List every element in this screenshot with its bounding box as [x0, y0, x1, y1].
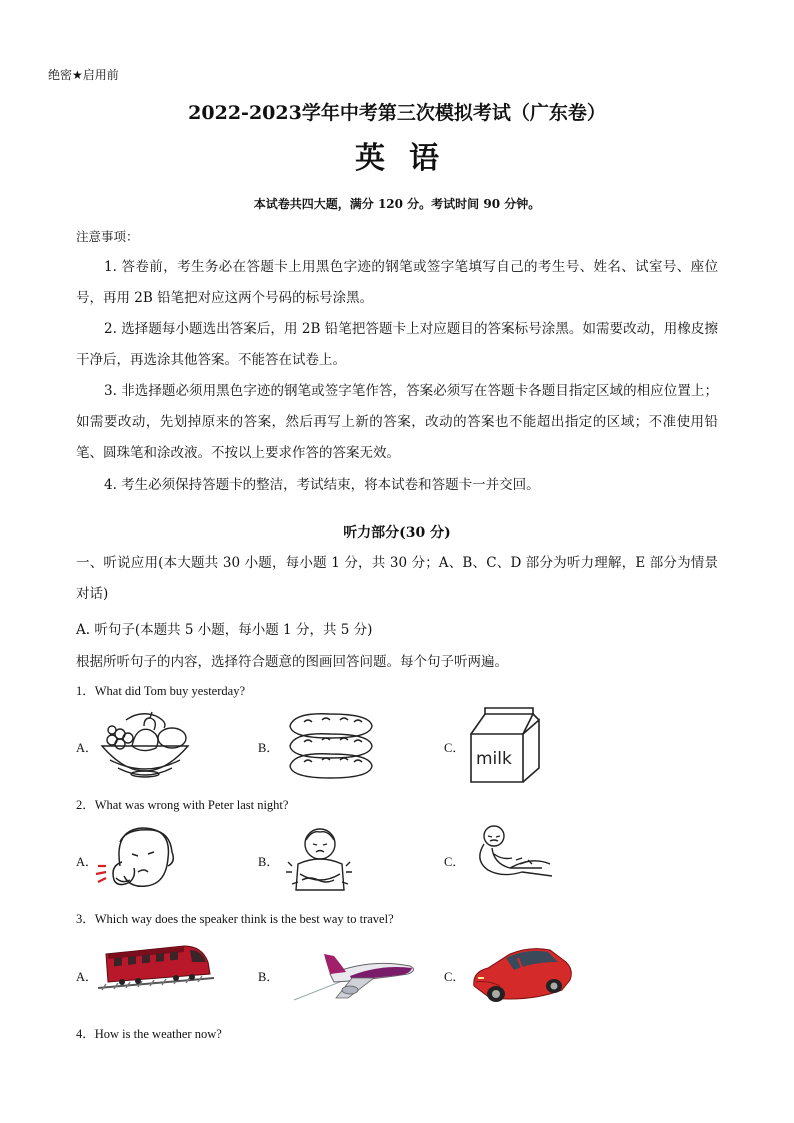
toothache-icon: [96, 822, 188, 892]
q2-option-a[interactable]: A．: [76, 855, 98, 869]
part-a-instruction: 根据所听句子的内容，选择符合题意的图画回答问题。每个句子听两遍。: [76, 654, 508, 670]
q3-option-a[interactable]: A．: [76, 970, 98, 984]
milk-carton-icon: [467, 706, 543, 784]
confidential-mark: 绝密★启用前: [48, 68, 119, 82]
notice-item-1: 1. 答卷前，考生务必在答题卡上用黑色字迹的钢笔或签字笔填写自己的考生号、姓名、试室号、座位号，再用 2B 铅笔把对应这两个号码的标号涂黑。: [76, 259, 718, 306]
train-icon: [98, 940, 214, 992]
q1-option-a[interactable]: A．: [76, 741, 98, 755]
q3-option-b[interactable]: B．: [258, 970, 279, 984]
question-2: 2．What was wrong with Peter last night?: [76, 798, 289, 812]
question-4: 4．How is the weather now?: [76, 1027, 222, 1041]
exam-info: 本试卷共四大题，满分 120 分。考试时间 90 分钟。: [253, 197, 541, 211]
part-a-heading: A. 听句子(本题共 5 小题，每小题 1 分，共 5 分): [76, 622, 373, 638]
q1-option-c[interactable]: C．: [444, 741, 465, 755]
notice-heading: 注意事项：: [76, 229, 139, 244]
listening-section-title: 听力部分(30 分): [343, 525, 451, 541]
notice-item-4: 4. 考生必须保持答题卡的整洁，考试结束，将本试卷和答题卡一并交回。: [104, 477, 540, 493]
q2-option-c[interactable]: C．: [444, 855, 465, 869]
bread-loaves-icon: [284, 710, 376, 782]
q3-option-c[interactable]: C．: [444, 970, 465, 984]
airplane-icon: [290, 948, 418, 1004]
part-one-instruction: 一、听说应用(本大题共 30 小题，每小题 1 分，共 30 分；A、B、C、D 部分为听力理解，E 部分为情景对话): [76, 555, 718, 602]
exam-title: 2022-2023学年中考第三次模拟考试（广东卷）: [188, 102, 606, 124]
car-icon: [470, 940, 574, 1006]
notice-item-3: 3. 非选择题必须用黑色字迹的钢笔或签字笔作答，答案必须写在答题卡各题目指定区域的相应位置上；如需要改动，先划掉原来的答案，然后再写上新的答案，改动的答案也不能超出指定的区域；不准使用铅笔、圆珠笔和涂改液。不按以上要求作答的答案无效。: [76, 383, 718, 461]
subject-title: 英语: [355, 141, 463, 176]
stomachache-icon: [472, 824, 554, 886]
milk-label: milk: [476, 749, 512, 769]
fruit-bowl-icon: [98, 708, 192, 778]
q2-option-b[interactable]: B．: [258, 855, 279, 869]
cold-shivering-icon: [282, 824, 358, 896]
notice-item-2: 2. 选择题每小题选出答案后，用 2B 铅笔把答题卡上对应题目的答案标号涂黑。如需要改动，用橡皮擦干净后，再选涂其他答案。不能答在试卷上。: [76, 321, 718, 368]
question-1: 1．What did Tom buy yesterday?: [76, 684, 245, 698]
question-3: 3．Which way does the speaker think is the best way to travel?: [76, 912, 394, 926]
q1-option-b[interactable]: B．: [258, 741, 279, 755]
